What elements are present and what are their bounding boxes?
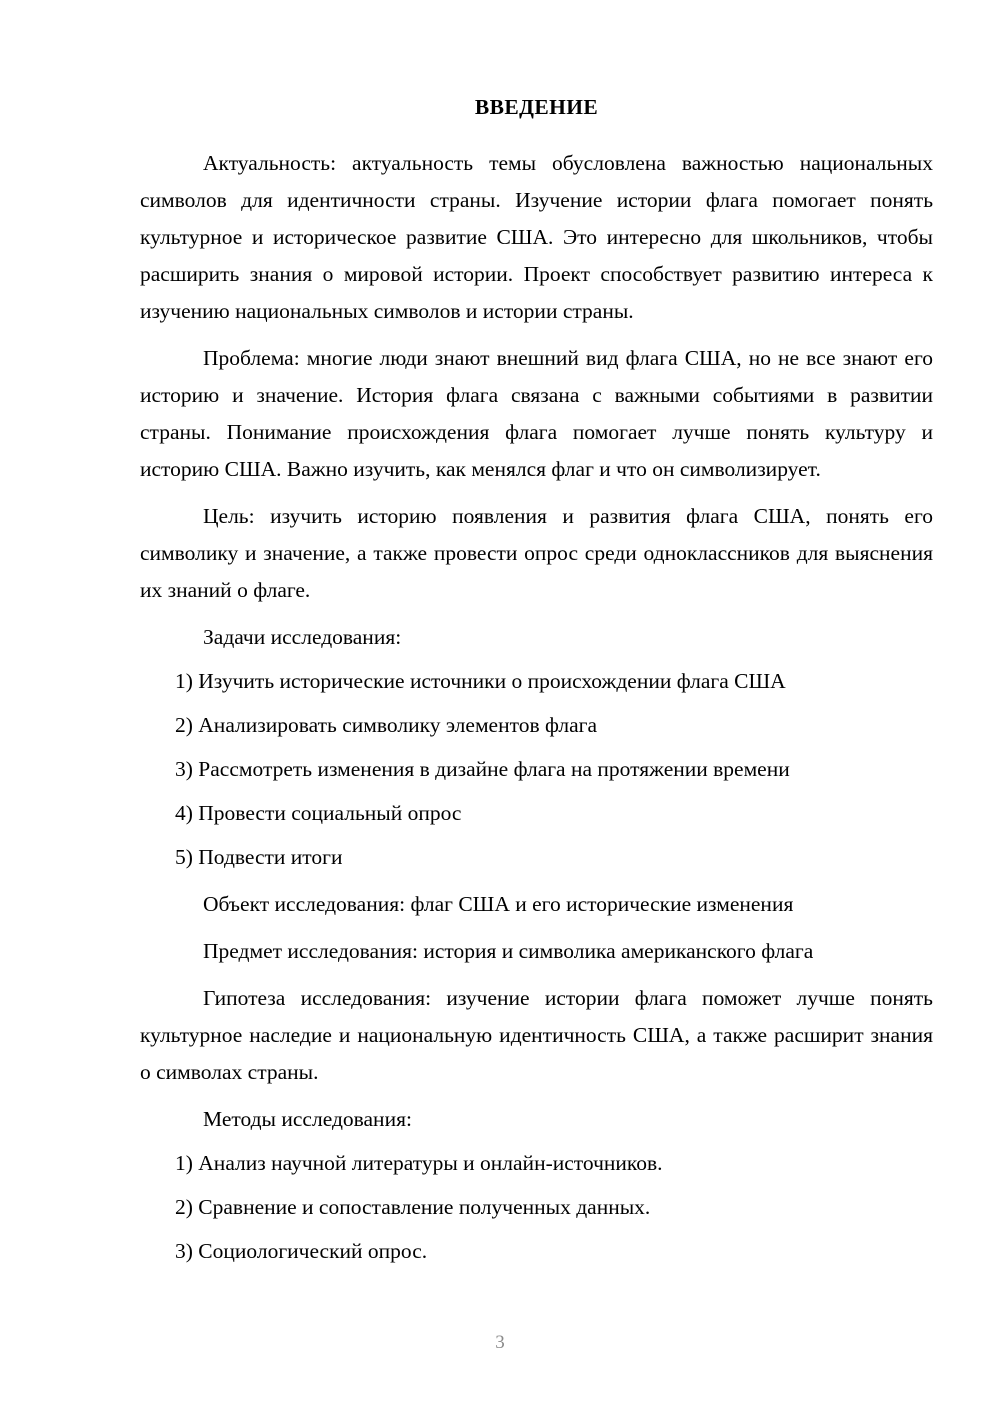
list-item: 1) Изучить исторические источники о происхождении флага США xyxy=(175,669,786,693)
list-item: 3) Социологический опрос. xyxy=(175,1239,428,1263)
paragraph-hypothesis: Гипотеза исследования: изучение истории флага поможет лучше понять культурное наследие и национальную идентичность США, а также расширит знания о символах страны. xyxy=(140,986,933,1084)
methods-list xyxy=(140,1145,933,1270)
page-number: 3 xyxy=(495,1332,505,1353)
paragraph-problem: Проблема: многие люди знают внешний вид флага США, но не все знают его историю и значение. История флага связана с важными событиями в развитии страны. Понимание происхождения флага помогает лучше понять культуру и историю США. Важно изучить, как менялся флаг и что он символизирует. xyxy=(140,346,933,481)
heading-methods: Методы исследования: xyxy=(203,1107,412,1131)
list-item: 2) Анализировать символику элементов флага xyxy=(175,713,598,737)
paragraph-relevance: Актуальность: актуальность темы обусловлена важностью национальных символов для идентичности страны. Изучение истории флага помогает понять культурное и историческое развитие США. Это интересно для школьников, чтобы расширить знания о мировой истории. Проект способствует развитию интереса к изучению национальных символов и истории страны. xyxy=(140,151,933,323)
line-object-of-research: Объект исследования: флаг США и его исторические изменения xyxy=(203,892,794,916)
list-item: 5) Подвести итоги xyxy=(175,845,343,869)
line-subject-of-research: Предмет исследования: история и символика американского флага xyxy=(203,939,814,963)
paragraph-goal: Цель: изучить историю появления и развития флага США, понять его символику и значение, а также провести опрос среди одноклассников для выяснения их знаний о флаге. xyxy=(140,504,933,602)
list-item: 3) Рассмотреть изменения в дизайне флага на протяжении времени xyxy=(175,757,790,781)
document-text-column xyxy=(140,0,933,1270)
list-item: 4) Провести социальный опрос xyxy=(175,801,462,825)
list-item: 2) Сравнение и сопоставление полученных данных. xyxy=(175,1195,651,1219)
page-title: ВВЕДЕНИЕ xyxy=(474,95,599,119)
heading-tasks: Задачи исследования: xyxy=(203,625,402,649)
tasks-list xyxy=(140,663,933,876)
list-item: 1) Анализ научной литературы и онлайн-источников. xyxy=(175,1151,663,1175)
